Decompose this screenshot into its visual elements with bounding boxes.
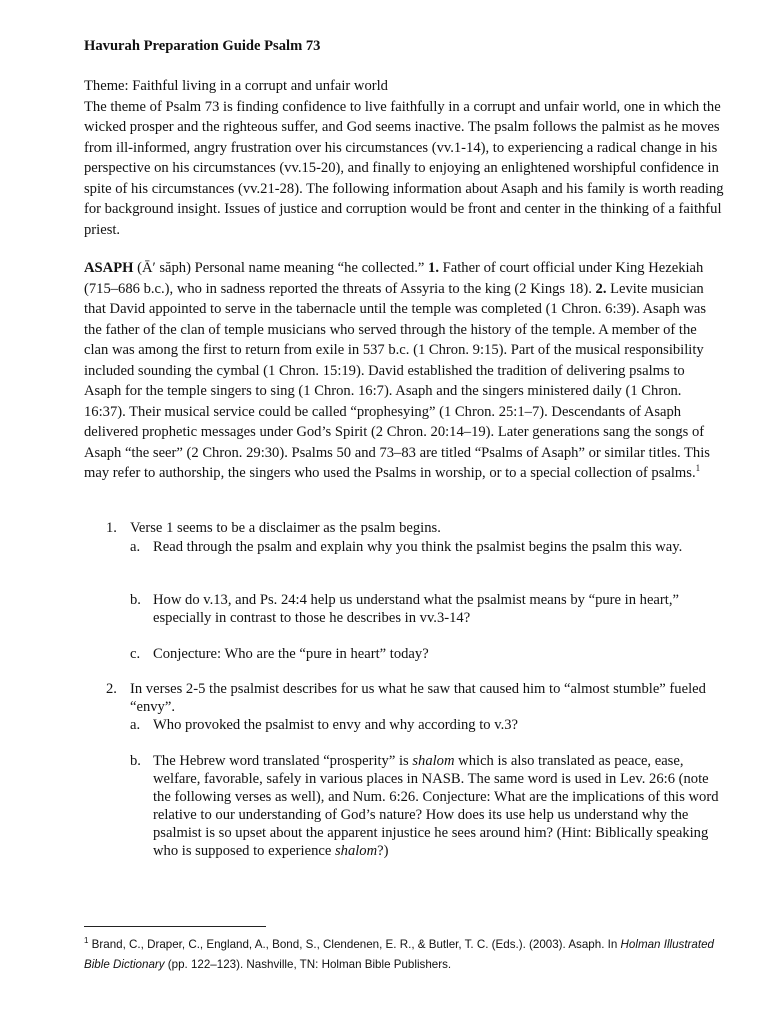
asaph-sense-1: Father of court official under King Hezekiah (715–686 b.c.), who in sadness reported the threats of Assyria to the king (2 Kings 18).	[84, 260, 704, 297]
subquestion-letter: a.	[130, 717, 141, 733]
sense-number-1: 1.	[428, 260, 439, 276]
subquestion-text: Who provoked the psalmist to envy and why according to v.3?	[153, 717, 519, 733]
subquestion-text: Conjecture: Who are the “pure in heart” today?	[153, 646, 429, 662]
question-number: 1.	[106, 520, 117, 536]
question-text: In verses 2-5 the psalmist describes for us what he saw that caused him to “almost stumble” fueled “envy”.	[130, 681, 706, 715]
subquestion-letter: c.	[130, 646, 141, 662]
subquestion-letter: a.	[130, 539, 141, 555]
theme-section	[84, 76, 724, 240]
footnote-book-title: Holman Illustrated Bible Dictionary	[84, 938, 714, 971]
shalom-term: shalom	[412, 753, 455, 769]
subquestion-text: How do v.13, and Ps. 24:4 help us understand what the psalmist means by “pure in heart,” especially in contrast to those he describes in vv.3-14?	[153, 592, 679, 626]
shalom-text-after: ?)	[377, 843, 389, 859]
sense-number-2: 2.	[595, 280, 607, 297]
asaph-pronunciation: (Ā′ săph) Personal name meaning “he collected.”	[133, 260, 429, 276]
shalom-term: shalom	[334, 843, 378, 859]
footnote	[84, 935, 724, 975]
question-text: Verse 1 seems to be a disclaimer as the psalm begins.	[130, 520, 441, 536]
theme-heading: Theme: Faithful living in a corrupt and unfair world	[84, 78, 388, 94]
footnote-text-after: (pp. 122–123). Nashville, TN: Holman Bible Publishers.	[164, 958, 452, 971]
subquestion-letter: b.	[130, 753, 141, 769]
footnote-marker: 1	[84, 936, 89, 946]
subquestion-text: Read through the psalm and explain why you think the psalmist begins the psalm this way.	[153, 539, 683, 555]
asaph-sense-2: Levite musician that David appointed to serve in the tabernacle until the temple was completed (1 Chron. 6:39). Asaph was the father of the clan of temple musicians who served through the history of the temple. A member of the clan was among the first to return from exile in 537 b.c. (1 Chron. 9:15). Part of the musical responsibility included sounding the cymbal (1 Chron. 15:19). David established the tradition of delivering psalms to Asaph for the temple singers to sing (1 Chron. 16:7). Asaph and the singers ministered daily (1 Chron. 16:37). Their musical service could be called “prophesying” (1 Chron. 25:1–7). Descendants of Asaph delivered prophetic messages under God’s Spirit (2 Chron. 20:14–19). Later generations sang the songs of Asaph “the seer” (2 Chron. 29:30). Psalms 50 and 73–83 are titled “Psalms of Asaph” or similar titles. This may refer to authorship, the singers who used the Psalms in worship, or to a special collection of psalms.	[84, 280, 710, 481]
subquestion-text	[153, 752, 725, 860]
shalom-text-before: The Hebrew word translated “prosperity” is	[153, 753, 413, 769]
asaph-entry	[84, 258, 724, 484]
footnote-divider	[84, 926, 266, 927]
theme-paragraph: The theme of Psalm 73 is finding confidence to live faithfully in a corrupt and unfair world, one in which the wicked prosper and the righteous suffer, and God seems inactive. The psalm follows the palmist as he moves from ill-informed, angry frustration over his circumstances (vv.1-14), to experiencing a radical change in his perspective on his circumstances (vv.15-20), and finally to enjoying an enlightened worshipful confidence in spite of his circumstances (vv.21-28). The following information about Asaph and his family is worth reading for background insight. Issues of justice and corruption would be front and center in the thinking of a faithful priest.	[84, 98, 724, 238]
subquestion-letter: b.	[130, 592, 141, 608]
page-title: Havurah Preparation Guide Psalm 73	[84, 38, 321, 54]
question-number: 2.	[106, 681, 117, 697]
shalom-text-middle: which is also translated as peace, ease, welfare, favorable, safely in various places in NASB. The same word is used in Lev. 26:6 (note the following verses as well), and Num. 6:26. Conjecture: What are the implications of this word relative to our understanding of God’s nature? How does its use help us understand why the psalmist is so upset about the apparent injustice he sees around him? (Hint: Biblically speaking who is supposed to experience	[153, 753, 719, 859]
footnote-reference[interactable]: 1	[695, 463, 701, 474]
footnote-text-before: Brand, C., Draper, C., England, A., Bond, S., Clendenen, E. R., & Butler, T. C. (Eds.). (2003). Asaph. In	[88, 938, 621, 951]
asaph-term: ASAPH	[84, 260, 134, 276]
